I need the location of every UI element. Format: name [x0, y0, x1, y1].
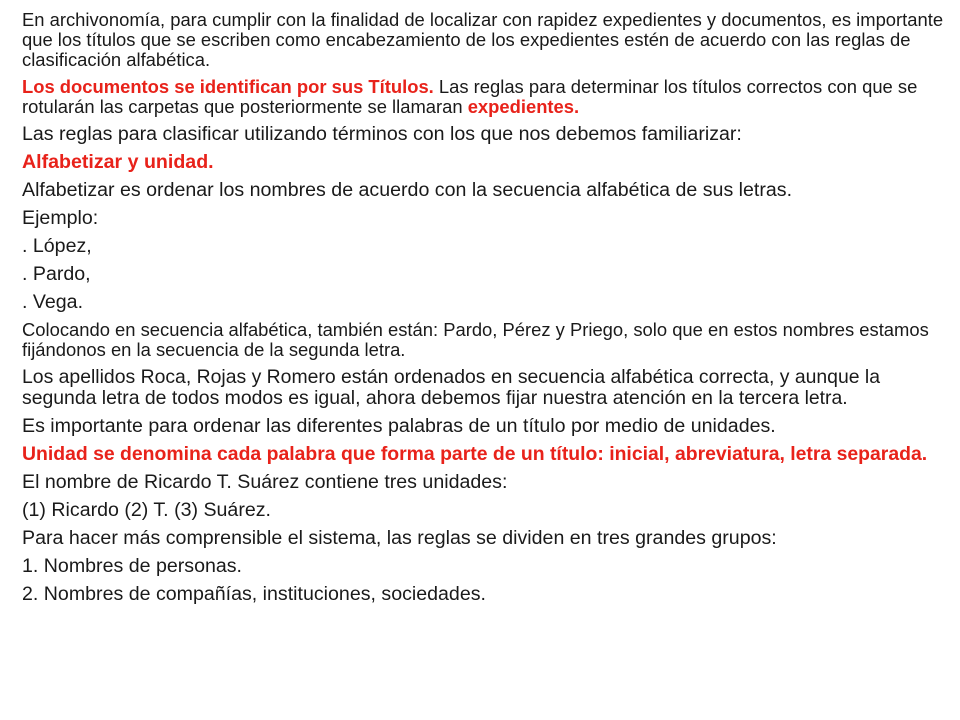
paragraph-ricardo: El nombre de Ricardo T. Suárez contiene tres unidades:	[22, 471, 508, 493]
example-item-pardo: . Pardo,	[22, 263, 91, 285]
paragraph-intro: En archivonomía, para cumplir con la finalidad de localizar con rapidez expedientes y documentos, es importante que los títulos que se escriben como encabezamiento de los expedientes estén de acuerdo con las reglas de clasificación alfabética.	[22, 9, 944, 70]
paragraph-alfabetizar: Alfabetizar es ordenar los nombres de acuerdo con la secuencia alfabética de sus letras.	[22, 179, 793, 201]
paragraph-titles-text: Las reglas para determinar los títulos correctos con que se rotularán las carpetas que posteriormente se llamaran	[22, 76, 918, 117]
highlight-titles: Los documentos se identifican por sus Títulos.	[22, 76, 434, 97]
paragraph-groups: Para hacer más comprensible el sistema, las reglas se dividen en tres grandes grupos:	[22, 527, 777, 549]
paragraph-units-list: (1) Ricardo (2) T. (3) Suárez.	[22, 499, 271, 521]
example-item-vega: . Vega.	[22, 291, 84, 313]
paragraph-titles	[22, 77, 946, 117]
heading-alfabetizar-unidad: Alfabetizar y unidad.	[22, 151, 214, 173]
group-item-companias: 2. Nombres de compañías, instituciones, sociedades.	[22, 583, 486, 605]
paragraph-rules: Las reglas para clasificar utilizando términos con los que nos debemos familiarizar:	[22, 123, 742, 145]
heading-unidad-definition: Unidad se denomina cada palabra que forma parte de un título: inicial, abreviatura, letra separada.	[22, 443, 928, 465]
paragraph-third-letter: Los apellidos Roca, Rojas y Romero están ordenados en secuencia alfabética correcta, y aunque la segunda letra de todos modos es igual, ahora debemos fijar nuestra atención en la tercera letra.	[22, 366, 881, 409]
highlight-expedientes: expedientes.	[467, 96, 580, 117]
label-ejemplo: Ejemplo:	[22, 207, 99, 229]
paragraph-units: Es importante para ordenar las diferentes palabras de un título por medio de unidades.	[22, 415, 776, 437]
group-item-personas: 1. Nombres de personas.	[22, 555, 242, 577]
paragraph-second-letter: Colocando en secuencia alfabética, también están: Pardo, Pérez y Priego, solo que en estos nombres estamos fijándonos en la secuencia de la segunda letra.	[22, 319, 929, 360]
example-item-lopez: . López,	[22, 235, 92, 257]
